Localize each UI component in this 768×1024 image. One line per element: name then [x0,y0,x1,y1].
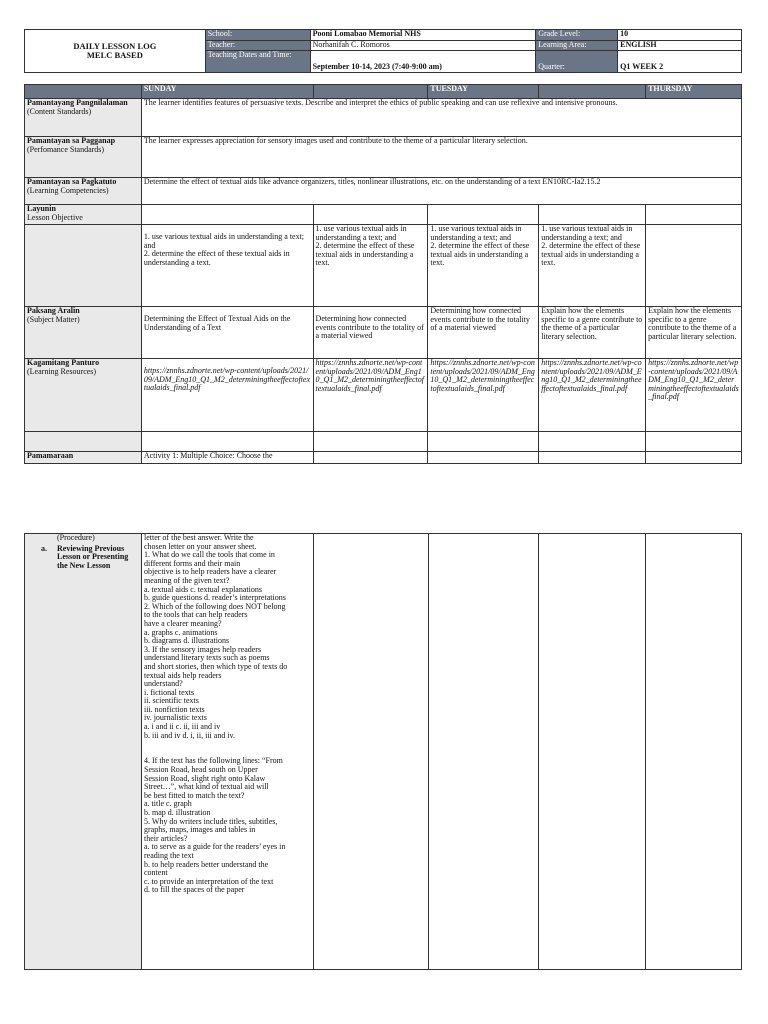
area-value: ENGLISH [618,41,742,51]
question-line: a. textual aids c. textual explanations [144,584,262,594]
item-letter: a. [41,543,47,553]
objective-spacer-5 [646,205,742,225]
grade-label: Grade Level: [536,30,618,41]
resource-link-wednesday[interactable]: https://znnhs.zdnorte.net/wp-content/uploads/2021/09/ADM_Eng10_Q1_M2_determiningtheeffectoftextualaids_final.pdf [539,359,646,432]
subject-thursday: Explain how the elements specific to a genre contribute to the theme of a particular literary selection. [646,307,742,359]
school-label: School: [205,30,310,41]
title-line1: DAILY LESSON LOG [73,41,157,51]
question-line: i. fictional texts [144,687,194,697]
question-line: 3. If the sensory images help readers [144,644,262,654]
question-line: Street…”, what kind of textual aid will [144,782,269,792]
blank-row-c4 [539,432,646,452]
question-line: 5. Why do writers include titles, subtitles, [144,816,278,826]
procedure-sub: (Procedure) [57,533,95,542]
procedure-text: Activity 1: Multiple Choice: Choose the [141,452,313,464]
procedure-c4 [539,452,646,464]
teacher-value: Norhanifah C. Romoros [310,41,536,51]
blank-row-c2 [313,432,428,452]
item-title: Reviewing Previous Lesson or Presenting the New Lesson [57,543,129,570]
question-line: ii. scientific texts [144,696,199,706]
question-line: c. to provide an interpretation of the text [144,876,274,886]
day-tuesday: TUESDAY [428,85,539,99]
objective-spacer-2 [313,205,428,225]
procedure-label: Pamamaraan [25,452,142,464]
question-line: reading the text [144,850,194,860]
school-value: Pooni Lomabao Memorial NHS [310,30,536,41]
day-wednesday [539,85,646,99]
grade-value: 10 [618,30,742,41]
question-line: understand literary texts such as poems [144,653,270,663]
objective-spacer-4 [539,205,646,225]
question-line: b. map d. illustration [144,808,211,817]
log-title [25,30,206,73]
question-line [144,740,311,749]
objective-label: Layunin Lesson Objective [25,205,142,225]
objective-label-cont [25,225,142,307]
objective-monday: 1. use various textual aids in understanding a text; and 2. determine the effect of these textual aids in understanding a text. [313,225,428,307]
procedure-label-cell [25,534,142,970]
objective-wednesday: 1. use various textual aids in understanding a text; and 2. determine the effect of these textual aids in understanding a text. [539,225,646,307]
resource-link-monday[interactable]: https://znnhs.zdnorte.net/wp-content/uploads/2021/09/ADM_Eng10_Q1_M2_determiningtheeffectoftextualaids_final.pdf [313,359,428,432]
resource-link-thursday[interactable]: https://znnhs.zdnorte.net/wp-content/uploads/2021/09/ADM_Eng10_Q1_M2_determiningtheeffectoftextualaids_final.pdf [646,359,742,432]
title-line2: MELC BASED [86,50,143,60]
competencies-text: Determine the effect of textual aids like advance organizers, titles, nonlinear illustrations, etc. on the understanding of a text EN10RC-Ia2.15.2 [141,178,741,205]
objective-tuesday: 1. use various textual aids in understanding a text; and 2. determine the effect of these textual aids in understanding a text. [428,225,539,307]
day-monday [313,85,428,99]
dates-label: Teaching Dates and Time: [205,51,310,73]
question-line: objective is to help readers have a clearer [144,567,277,577]
subject-sunday: Determining the Effect of Textual Aids on the Understanding of a Text [141,307,313,359]
objective-spacer-1 [141,205,313,225]
question-line: chosen letter on your answer sheet. [144,541,257,551]
question-line: meaning of the given text? [144,575,230,585]
objective-thursday [646,225,742,307]
lesson-table [24,84,742,464]
question-line: a. title c. graph [144,799,192,809]
procedure-page2-c3 [428,534,539,970]
procedure-c3 [428,452,539,464]
question-line: b. diagrams d. illustrations [144,636,230,646]
question-line: b. to help readers better understand the [144,859,269,869]
subject-tuesday: Determining how connected events contribute to the totality of a material viewed [428,307,539,359]
question-line: a. graphs c. animations [144,627,218,637]
question-line: their articles? [144,833,188,843]
question-line: b. guide questions d. reader’s interpretations [144,593,286,603]
teacher-label: Teacher: [205,41,310,51]
day-sunday: SUNDAY [141,85,313,99]
question-line: be best fitted to match the text? [144,790,245,800]
question-line: different forms and their main [144,558,241,568]
quarter-value: Q1 WEEK 2 [618,51,742,73]
performance-standards-text: The learner expresses appreciation for sensory images used and contribute to the theme of a particular literary selection. [141,137,741,178]
performance-standards-label: Pamantayan sa Pagganap (Perfomance Standards) [25,137,142,178]
question-line: iii. nonfiction texts [144,704,205,714]
quarter-label: Quarter: [536,51,618,73]
procedure-table [24,533,742,970]
procedure-c5 [646,452,742,464]
blank-row-c5 [646,432,742,452]
question-line: content [144,868,168,878]
day-header-blank [25,85,142,99]
dates-value: September 10-14, 2023 (7:40-9:00 am) [310,51,536,73]
area-label: Learning Area: [536,41,618,51]
resources-label: Kagamitang Panturo (Learning Resources) [25,359,142,432]
question-line: 4. If the text has the following lines: “From [144,756,283,766]
subject-matter-label: Paksang Aralin (Subject Matter) [25,307,142,359]
header-table [24,29,742,73]
activity-questions [142,534,314,970]
blank-row-label [25,432,142,452]
day-thursday: THURSDAY [646,85,742,99]
resource-link-tuesday[interactable]: https://znnhs.zdnorte.net/wp-content/uploads/2021/09/ADM_Eng10_Q1_M2_determiningtheeffectoftextualaids_final.pdf [428,359,539,432]
question-line: graphs, maps, images and tables in [144,825,256,835]
question-line: textual aids help readers [144,670,222,680]
question-line: have a clearer meaning? [144,618,222,628]
question-line: understand? [144,679,183,689]
subject-monday: Determining how connected events contribute to the totality of a material viewed [313,307,428,359]
question-line: b. iii and iv d. i, ii, iii and iv. [144,730,236,740]
procedure-page2-c2 [313,534,428,970]
resource-link-sunday[interactable]: https://znnhs.zdnorte.net/wp-content/uploads/2021/09/ADM_Eng10_Q1_M2_determiningtheeffectoftextualaids_final.pdf [141,359,313,432]
subject-wednesday: Explain how the elements specific to a genre contribute to the theme of a particular literary selection. [539,307,646,359]
question-line: 1. What do we call the tools that come in [144,550,275,560]
question-line: and short stories, then which type of texts do [144,661,288,671]
blank-row-c1 [141,432,313,452]
question-line: d. to fill the spaces of the paper [144,885,245,895]
question-line: 2. Which of the following does NOT belong [144,601,286,611]
content-standards-text: The learner identifies features of persuasive texts. Describe and interpret the ethics of public speaking and can use reflexive and intensive pronouns. [141,99,741,137]
objective-sunday: 1. use various textual aids in understanding a text; and 2. determine the effect of these textual aids in understanding a text. [141,225,313,307]
question-line: a. to serve as a guide for the readers’ eyes in [144,842,286,852]
objective-spacer-3 [428,205,539,225]
question-line: Session Road, slight right onto Kalaw [144,773,266,783]
question-line: a. i and ii c. ii, iii and iv [144,722,221,732]
procedure-page2-c4 [539,534,646,970]
question-line: Session Road, head south on Upper [144,765,258,775]
blank-row-c3 [428,432,539,452]
question-line: iv. journalistic texts [144,713,207,723]
procedure-c2 [313,452,428,464]
question-line: to the tools that can help readers [144,610,248,620]
procedure-page2-c5 [646,534,742,970]
question-line: letter of the best answer. Write the [144,533,254,542]
content-standards-label: Pamantayang Pangnilalaman (Content Standards) [25,99,142,137]
competencies-label: Pamantayan sa Pagkatuto (Learning Competencies) [25,178,142,205]
